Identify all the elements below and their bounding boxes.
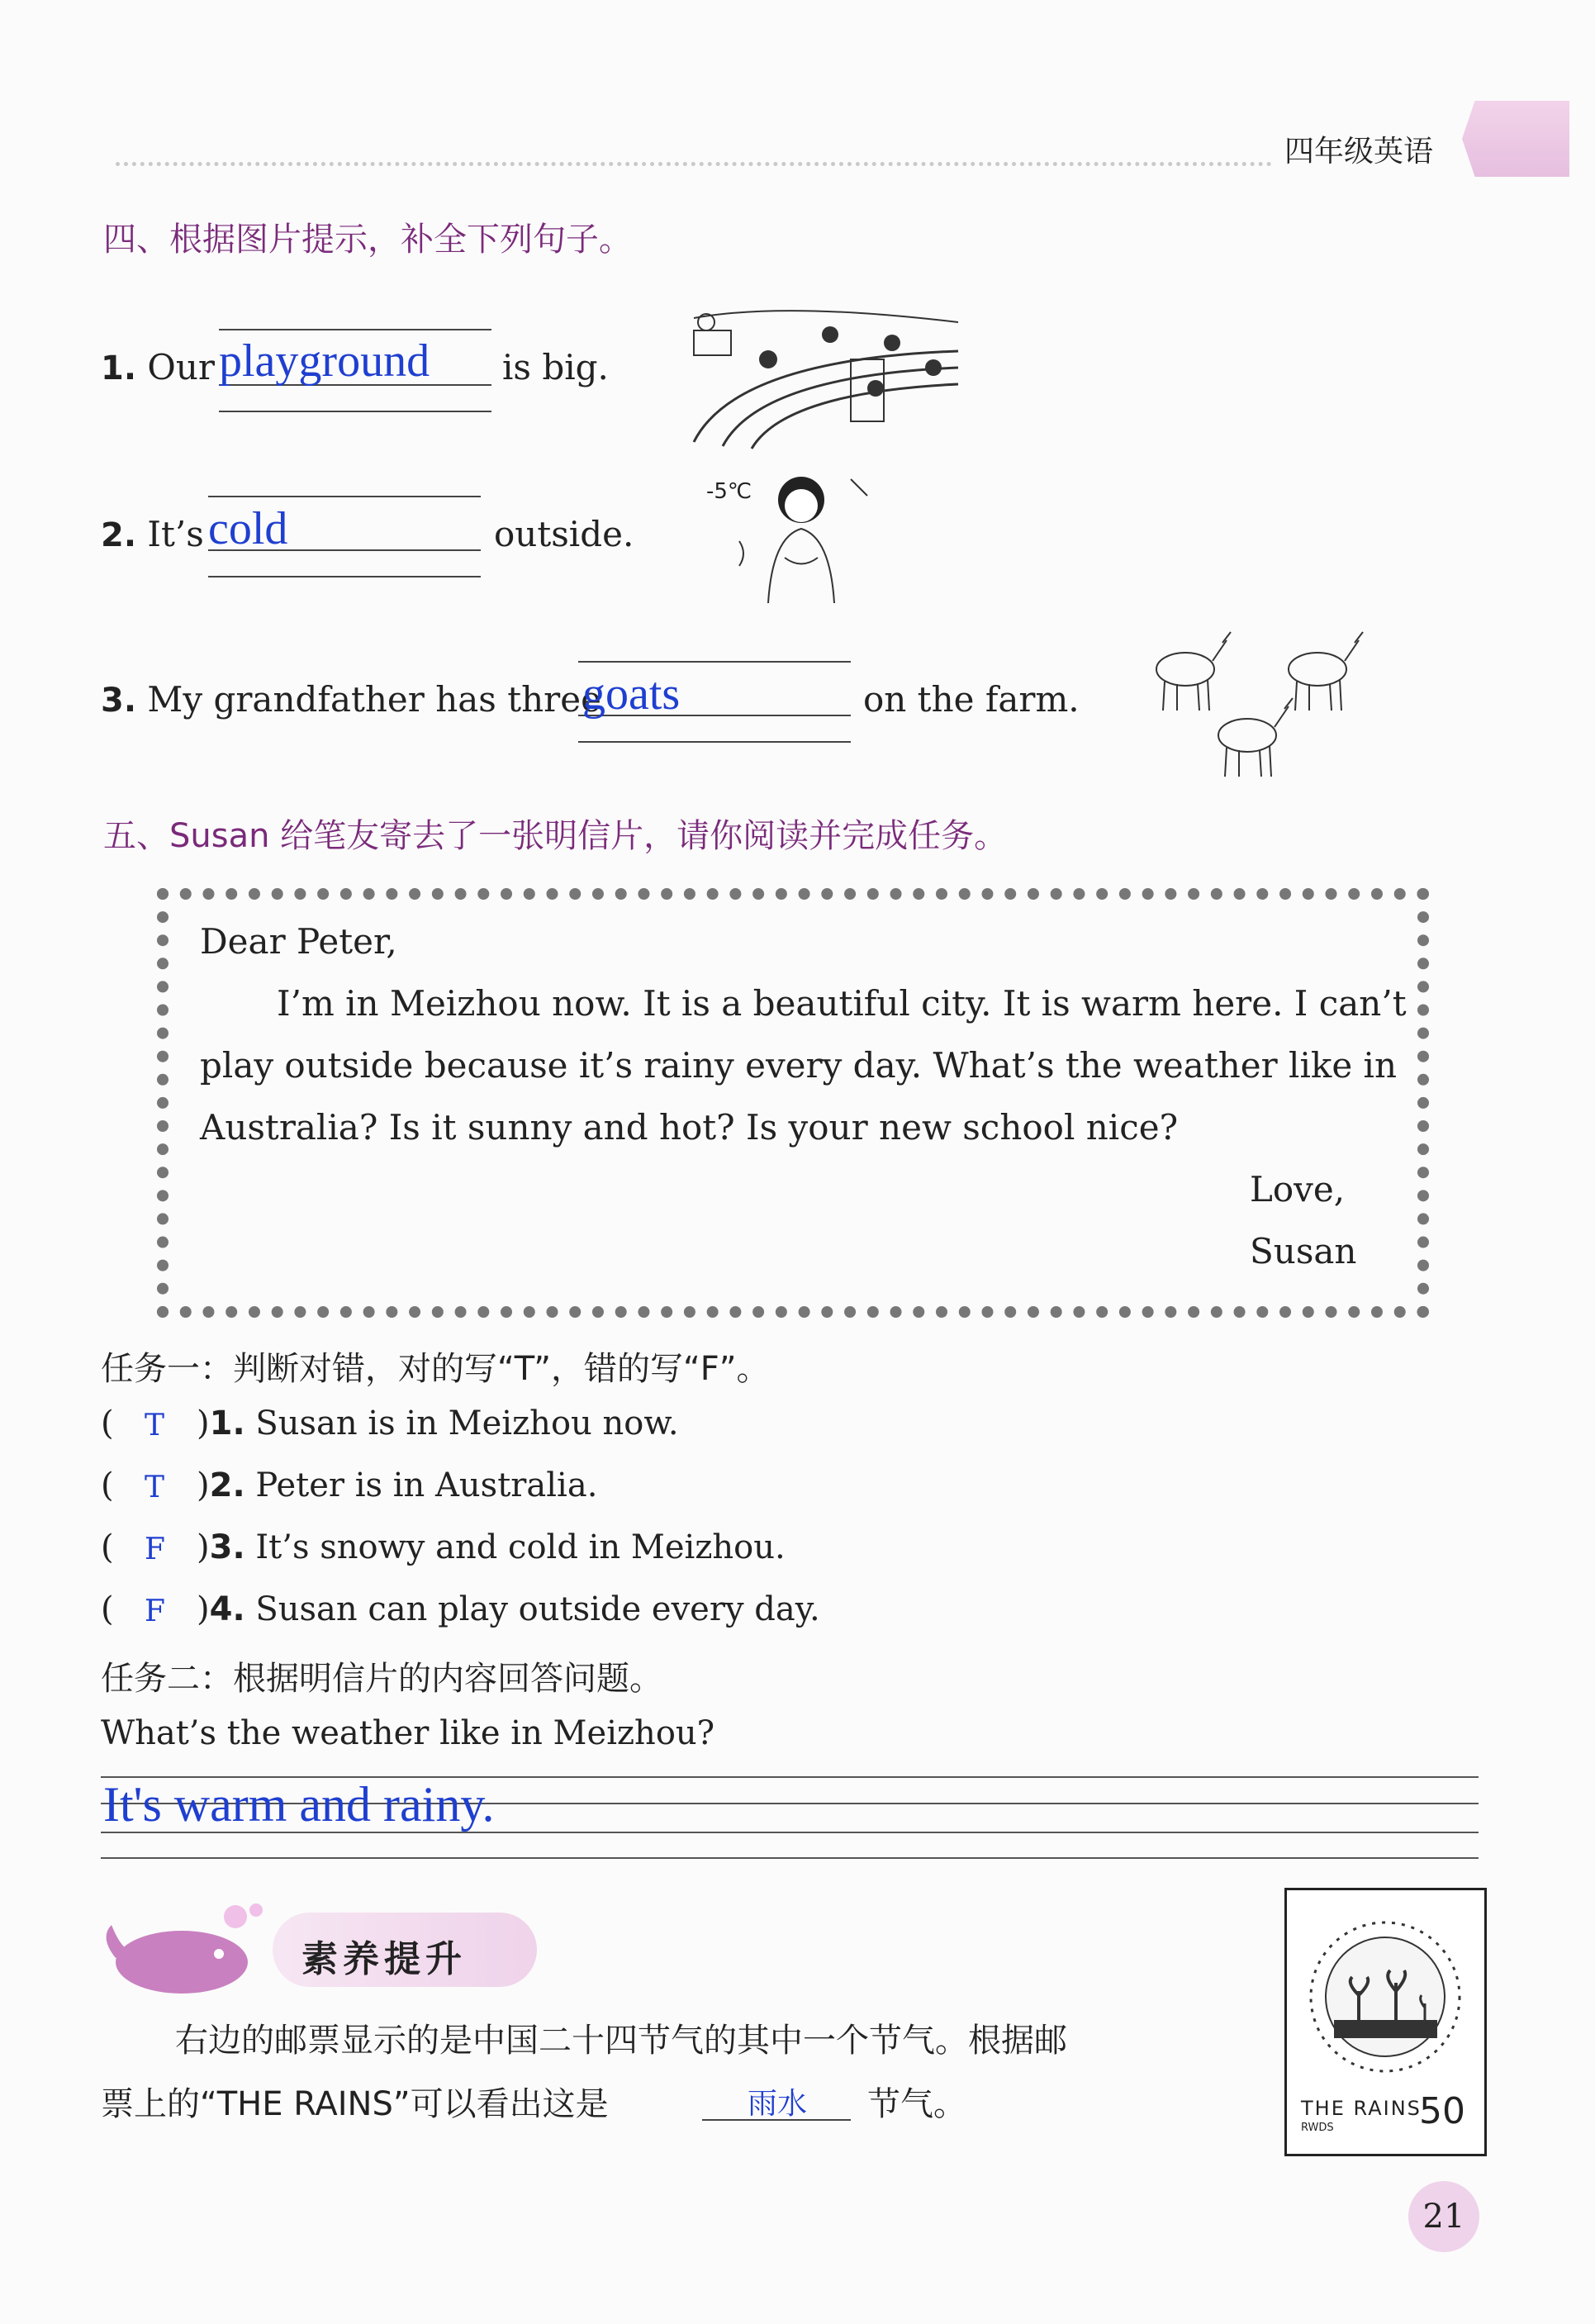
- q3-number: 3.: [101, 682, 137, 720]
- task2-answer[interactable]: It's warm and rainy.: [103, 1777, 495, 1832]
- q3-answer[interactable]: goats: [582, 668, 681, 720]
- section4-title: 四、根据图片提示，补全下列句子。: [103, 221, 632, 259]
- task1-item3-answer[interactable]: F: [145, 1533, 165, 1566]
- task1-item4-number: 4.: [209, 1590, 245, 1628]
- task1-item4-answer[interactable]: F: [145, 1594, 165, 1628]
- goats-image: [1148, 628, 1371, 785]
- literacy-text-line2-after: 节气。: [867, 2085, 966, 2123]
- task1-title: 任务一：判断对错，对的写“T”，错的写“F”。: [101, 1350, 770, 1388]
- stamp-sub: RWDS: [1301, 2122, 1334, 2134]
- task1-item1-body: )1. Susan is in Meizhou now.: [197, 1404, 679, 1442]
- stamp-value: 50: [1419, 2090, 1465, 2132]
- q1-line-bottom: [219, 411, 491, 412]
- q1-after: is big.: [502, 347, 609, 387]
- q2-answer[interactable]: cold: [208, 503, 288, 554]
- temperature-label: -5℃: [706, 479, 752, 504]
- q3-after: on the farm.: [863, 679, 1080, 720]
- task1-item1-number: 1.: [209, 1404, 245, 1442]
- q2-text: [101, 514, 204, 554]
- task2-question: What’s the weather like in Meizhou?: [101, 1714, 715, 1752]
- whale-icon: [95, 1900, 277, 1999]
- playground-image: [686, 293, 962, 450]
- q2-line-top: [208, 496, 481, 497]
- answer-rule-4: [101, 1857, 1479, 1859]
- postcard-line2: play outside because it’s rainy every day. What’s the weather like in: [200, 1045, 1398, 1086]
- task1-item3-text: It’s snowy and cold in Meizhou.: [255, 1528, 786, 1566]
- postcard-greeting: Dear Peter,: [200, 921, 397, 962]
- literacy-answer[interactable]: 雨水: [748, 2087, 808, 2121]
- task1-item2-text: Peter is in Australia.: [255, 1466, 598, 1504]
- page-number: 21: [1408, 2181, 1479, 2252]
- q1-text: [101, 347, 215, 387]
- literacy-text-line2: [101, 2078, 609, 2125]
- cold-girl-image: [727, 463, 876, 611]
- postcard-line3: Australia? Is it sunny and hot? Is your new school nice?: [200, 1107, 1179, 1148]
- task1-item4-body: )4. Susan can play outside every day.: [197, 1590, 820, 1628]
- q1-answer[interactable]: playground: [219, 335, 430, 387]
- q3-line-top: [578, 661, 851, 663]
- q2-before: It’s: [147, 514, 204, 554]
- postcard-signature: Susan: [1250, 1231, 1357, 1271]
- q1-before: Our: [147, 347, 215, 387]
- task1-item1-text: Susan is in Meizhou now.: [255, 1404, 679, 1442]
- task1-item3-number: 3.: [209, 1528, 245, 1566]
- q2-number: 2.: [101, 516, 137, 554]
- task1-item1-answer[interactable]: T: [145, 1409, 165, 1442]
- task2-title: 任务二：根据明信片的内容回答问题。: [101, 1660, 662, 1698]
- q3-before: My grandfather has three: [147, 679, 601, 720]
- postcard-line1: I’m in Meizhou now. It is a beautiful city. It is warm here. I can’t: [277, 983, 1407, 1024]
- header-title: 四年级英语: [1284, 135, 1434, 169]
- q3-text: [101, 679, 601, 720]
- q1-line-top: [219, 329, 491, 330]
- postcard-closing: Love,: [1250, 1169, 1346, 1210]
- task1-item3: (: [101, 1528, 114, 1566]
- task1-item2-answer[interactable]: T: [145, 1471, 165, 1504]
- task1-item2-number: 2.: [209, 1466, 245, 1504]
- stamp-caption: THE RAINS: [1301, 2097, 1422, 2120]
- header-divider: [116, 162, 1272, 166]
- stamp-art-icon: [1301, 1913, 1470, 2082]
- task1-item1: (: [101, 1404, 114, 1442]
- task1-item4: (: [101, 1590, 114, 1628]
- q3-line-bottom: [578, 741, 851, 743]
- section5-title: 五、Susan 给笔友寄去了一张明信片，请你阅读并完成任务。: [103, 817, 1008, 855]
- task1-item2-body: )2. Peter is in Australia.: [197, 1466, 598, 1504]
- q2-line-bottom: [208, 576, 481, 577]
- task1-item2: (: [101, 1466, 114, 1504]
- task1-item4-text: Susan can play outside every day.: [255, 1590, 820, 1628]
- literacy-text-line2-before: 票上的“THE RAINS”可以看出这是: [101, 2085, 609, 2123]
- q2-after: outside.: [494, 514, 634, 554]
- task1-item3-body: )3. It’s snowy and cold in Meizhou.: [197, 1528, 786, 1566]
- literacy-text-line1: 右边的邮票显示的是中国二十四节气的其中一个节气。根据邮: [175, 2022, 1067, 2060]
- header-tab: [1462, 101, 1569, 177]
- literacy-banner-text: 素养提升: [301, 1938, 467, 1980]
- q1-number: 1.: [101, 349, 137, 387]
